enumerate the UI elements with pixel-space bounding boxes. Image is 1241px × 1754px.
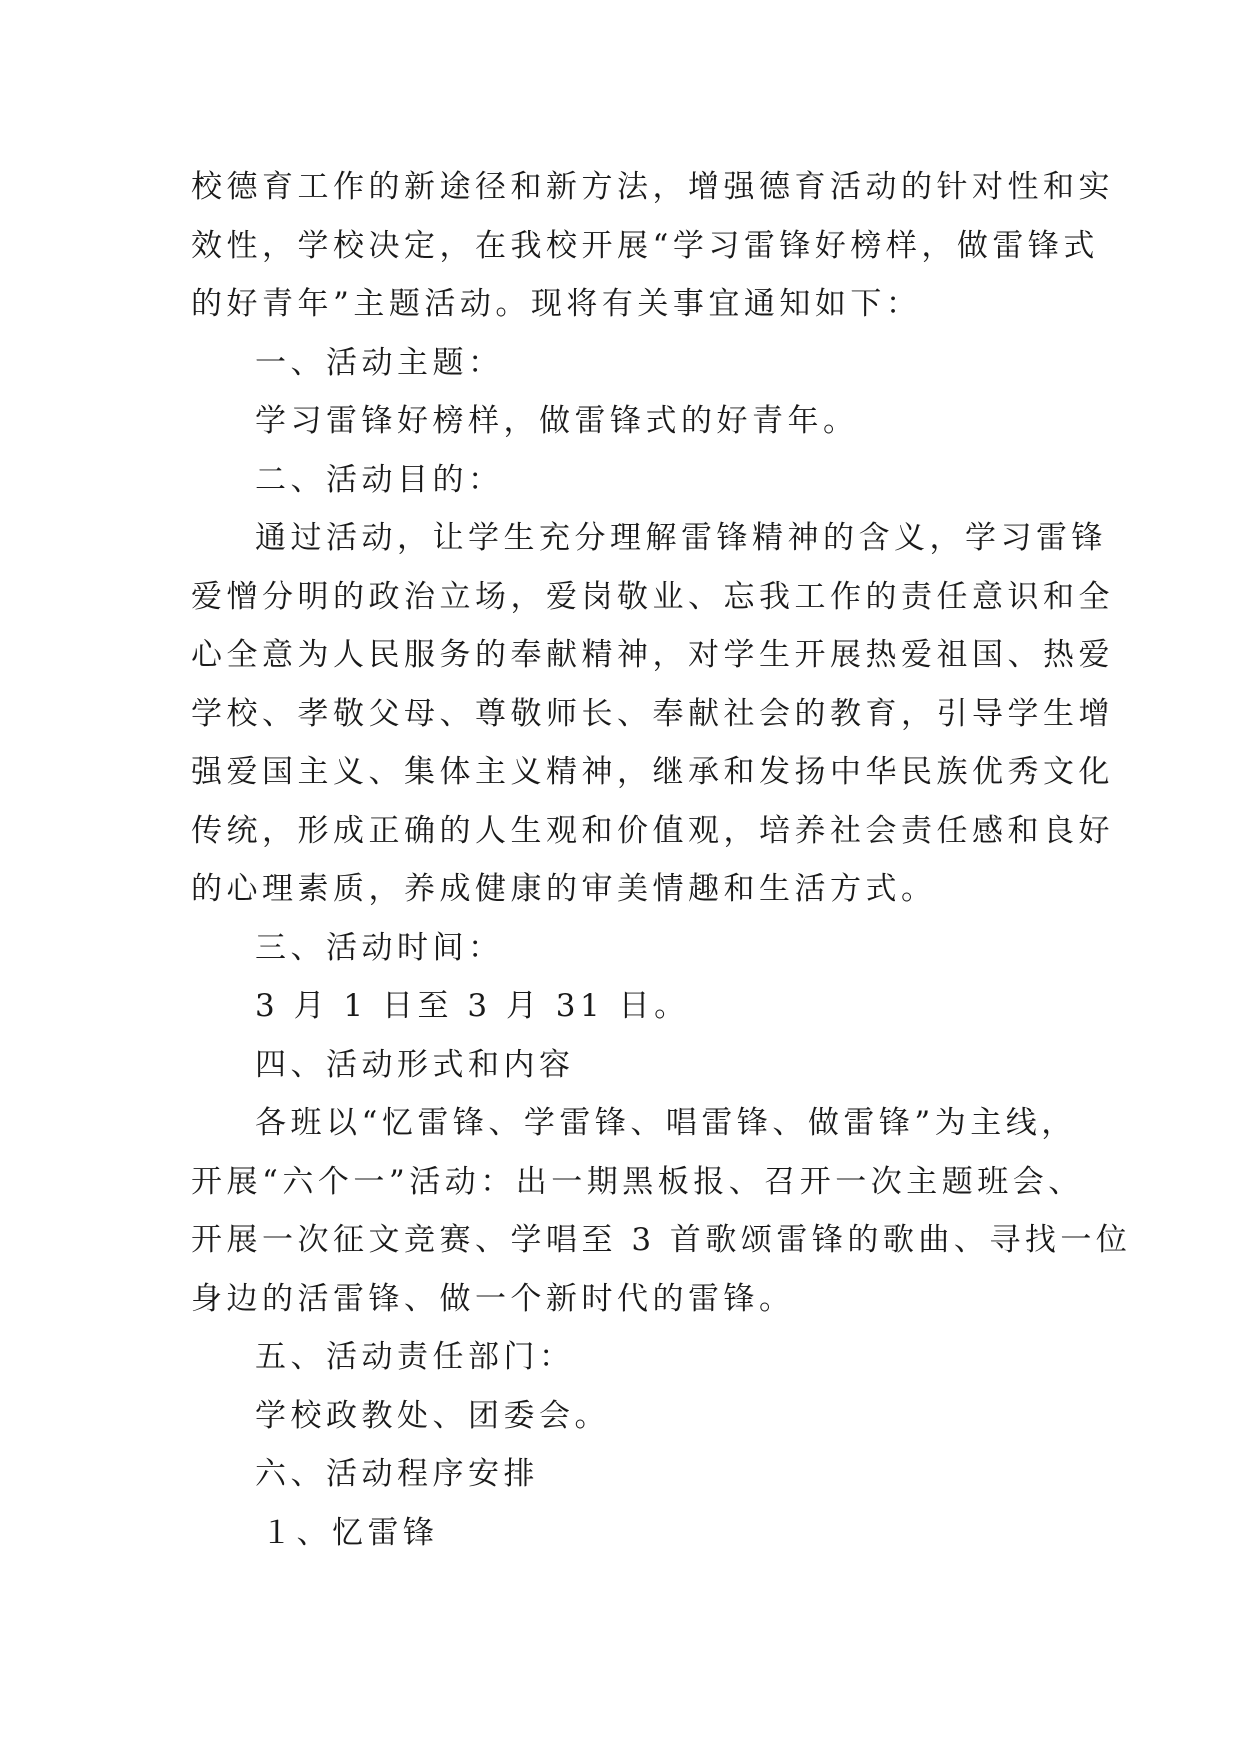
section-heading-schedule: 六、活动程序安排 [255,1456,539,1492]
section-heading-theme: 一、活动主题： [255,344,504,381]
paragraph-line: 学习雷锋好榜样，做雷锋式的好青年。 [255,403,859,439]
paragraph-line: 开展一次征文竞赛、学唱至 3 首歌颂雷锋的歌曲、寻找一位 [191,1222,1132,1258]
paragraph-line: 开展“六个一”活动：出一期黑板报、召开一次主题班会、 [191,1163,1084,1200]
paragraph-line: 的心理素质，养成健康的审美情趣和生活方式。 [191,871,937,907]
paragraph-line: 的好青年”主题活动。现将有关事宜通知如下： [191,286,922,322]
section-heading-time: 三、活动时间： [255,929,504,966]
paragraph-line: 3 月 1 日至 3 月 31 日。 [255,988,690,1024]
paragraph-line: 学校、孝敬父母、尊敬师长、奉献社会的教育，引导学生增 [191,695,1114,732]
section-heading-format: 四、活动形式和内容 [255,1046,575,1083]
list-item-heading: １、忆雷锋 [261,1514,439,1551]
paragraph-line: 心全意为人民服务的奉献精神，对学生开展热爱祖国、热爱 [191,637,1114,673]
paragraph-line: 效性，学校决定，在我校开展“学习雷锋好榜样，做雷锋式 [191,227,1099,264]
paragraph-line: 爱憎分明的政治立场，爱岗敬业、忘我工作的责任意识和全 [191,578,1114,615]
section-heading-purpose: 二、活动目的： [255,461,504,498]
paragraph-line: 强爱国主义、集体主义精神，继承和发扬中华民族优秀文化 [191,754,1114,790]
paragraph-line: 各班以“忆雷锋、学雷锋、唱雷锋、做雷锋”为主线， [255,1105,1077,1141]
paragraph-line: 校德育工作的新途径和新方法，增强德育活动的针对性和实 [191,169,1114,205]
paragraph-line: 通过活动，让学生充分理解雷锋精神的含义，学习雷锋 [255,520,1107,556]
section-heading-department: 五、活动责任部门： [255,1339,575,1375]
paragraph-line: 身边的活雷锋、做一个新时代的雷锋。 [191,1280,795,1317]
document-body [191,158,1132,1562]
paragraph-line: 传统，形成正确的人生观和价值观，培养社会责任感和良好 [191,812,1114,849]
paragraph-line: 学校政教处、团委会。 [255,1397,610,1434]
